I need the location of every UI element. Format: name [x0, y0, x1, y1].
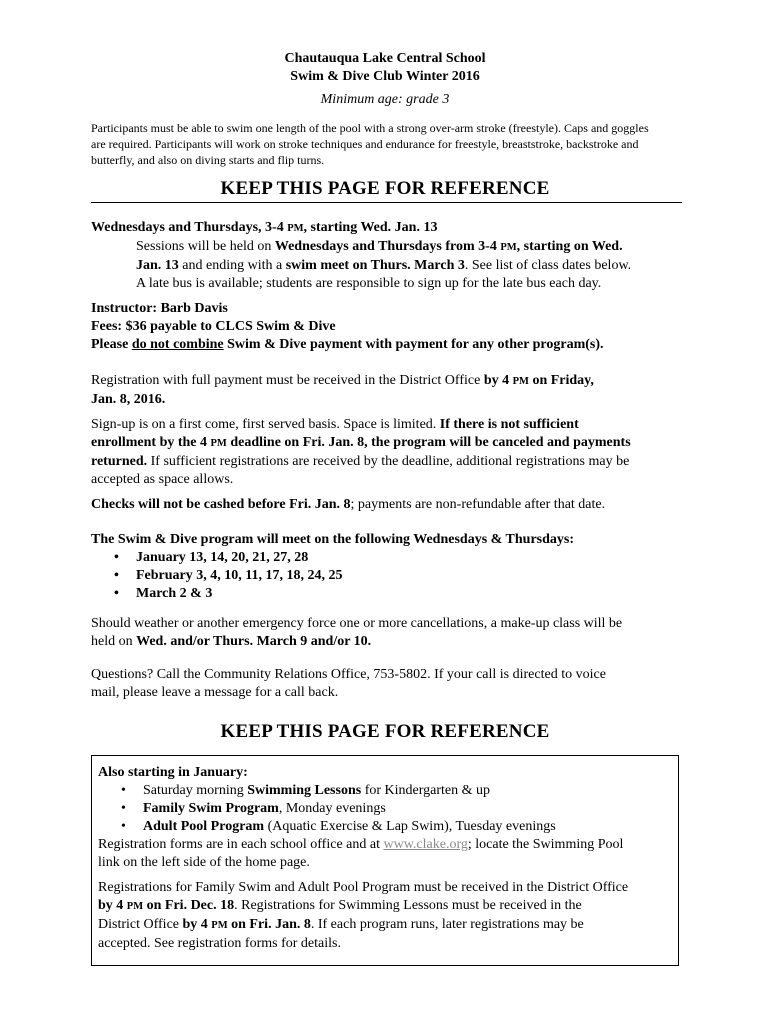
bullet-icon: •	[121, 819, 126, 834]
forms-line: Registration forms are in each school office and at www.clake.org; locate the Swimming Pool	[98, 837, 624, 852]
deadline-line: Registrations for Family Swim and Adult Pool Program must be received in the District Office	[98, 880, 629, 895]
list-item: • Saturday morning Swimming Lessons for Kindergarten & up	[121, 783, 491, 798]
meet-dates-heading: The Swim & Dive program will meet on the following Wednesdays & Thursdays:	[91, 532, 575, 547]
registration-paragraph: Registration with full payment must be received in the District Office by 4 PM on Friday, Jan. 8, 2016.	[91, 373, 594, 407]
intro-line: are required. Participants will work on stroke techniques and endurance for freestyle, breaststroke, backstroke and	[91, 137, 639, 151]
weather-paragraph: Should weather or another emergency force one or more cancellations, a make-up class will be held on Wed. and/or Thurs. March 9 and/or 10.	[91, 616, 623, 649]
list-item: • Family Swim Program, Monday evenings	[121, 801, 386, 816]
intro-line: butterfly, and also on diving starts and flip turns.	[91, 153, 325, 167]
schedule-heading: Wednesdays and Thursdays, 3-4 PM, starting Wed. Jan. 13	[91, 220, 438, 235]
deadline-line: accepted. See registration forms for details.	[98, 936, 341, 951]
clake-link[interactable]: www.clake.org	[383, 837, 468, 852]
keep-reference-heading: KEEP THIS PAGE FOR REFERENCE	[220, 178, 550, 199]
forms-line: link on the left side of the home page.	[98, 855, 310, 870]
signup-paragraph: Sign-up is on a first come, first served basis. Space is limited. If there is not sufficient enrollment by the 4 PM deadline on Fri. Jan. 8, the program will be canceled and payments returned. If sufficient registrations are received by the deadline, additional registrations may be accepted as space allows.	[91, 417, 631, 487]
combine-notice: Please do not combine Swim & Dive payment with payment for any other program(s).	[91, 337, 604, 352]
questions-paragraph: Questions? Call the Community Relations Office, 753-5802. If your call is directed to voice mail, please leave a message for a call back.	[91, 667, 606, 700]
program-title: Swim & Dive Club Winter 2016	[290, 69, 480, 84]
list-item: • March 2 & 3	[114, 586, 213, 601]
minimum-age: Minimum age: grade 3	[320, 92, 450, 107]
bullet-icon: •	[121, 783, 126, 798]
list-item: • January 13, 14, 20, 21, 27, 28	[114, 550, 309, 565]
bullet-icon: •	[114, 550, 119, 565]
fees: Fees: $36 payable to CLCS Swim & Dive	[91, 319, 336, 334]
checks-notice: Checks will not be cashed before Fri. Jan. 8; payments are non-refundable after that date.	[91, 497, 606, 512]
keep-reference-heading: KEEP THIS PAGE FOR REFERENCE	[220, 721, 550, 742]
list-item: • February 3, 4, 10, 11, 17, 18, 24, 25	[114, 568, 343, 583]
school-name: Chautauqua Lake Central School	[284, 51, 486, 66]
intro-paragraph	[91, 120, 686, 168]
deadline-line: District Office by 4 PM on Fri. Jan. 8. If each program runs, later registrations may be	[98, 917, 584, 932]
bullet-icon: •	[114, 586, 119, 601]
intro-line: Participants must be able to swim one length of the pool with a strong over-arm stroke (freestyle). Caps and goggles	[91, 121, 649, 135]
schedule-line: Jan. 13 and ending with a swim meet on Thurs. March 3. See list of class dates below.	[136, 258, 632, 273]
also-starting-content	[98, 764, 678, 953]
details-section	[91, 300, 691, 354]
schedule-line: Sessions will be held on Wednesdays and Thursdays from 3-4 PM, starting on Wed.	[136, 239, 623, 254]
bullet-icon: •	[121, 801, 126, 816]
late-bus-line: A late bus is available; students are responsible to sign up for the late bus each day.	[136, 276, 602, 291]
also-heading: Also starting in January:	[98, 765, 248, 780]
meet-dates-section	[91, 531, 691, 603]
list-item: • Adult Pool Program (Aquatic Exercise & Lap Swim), Tuesday evenings	[121, 819, 556, 834]
bullet-icon: •	[114, 568, 119, 583]
heading-divider	[91, 202, 682, 203]
schedule-section	[91, 219, 691, 293]
instructor: Instructor: Barb Davis	[91, 301, 228, 316]
deadline-line: by 4 PM on Fri. Dec. 18. Registrations for Swimming Lessons must be received in the	[98, 898, 582, 913]
